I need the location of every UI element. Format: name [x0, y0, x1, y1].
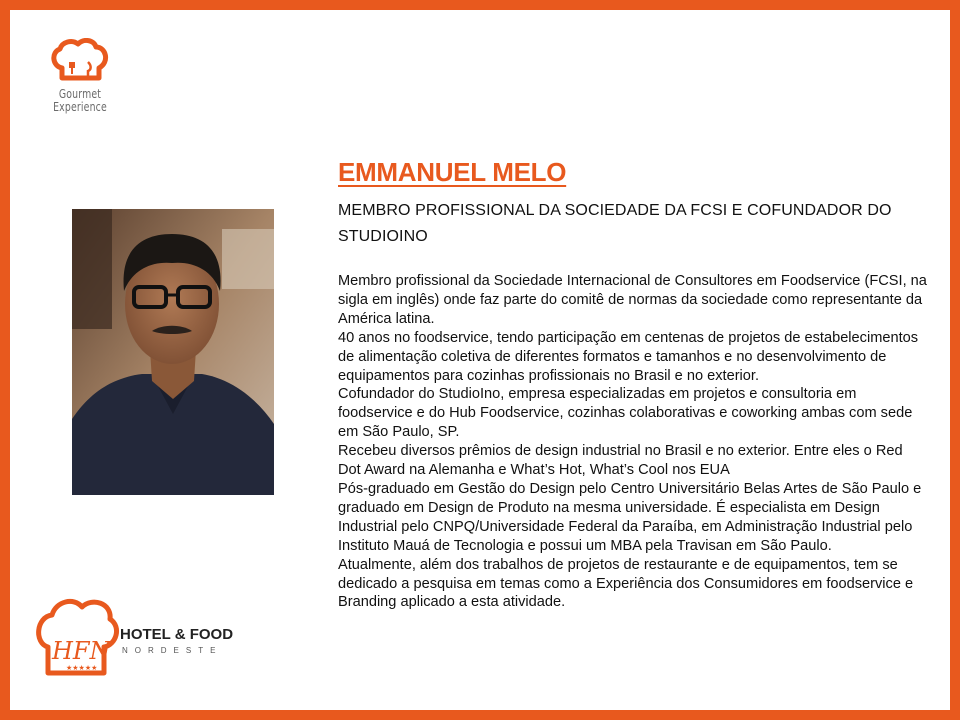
bio-paragraph: Cofundador do StudioIno, empresa especializadas em projetos e consultoria em foodservice e do Hub Foodservice, cozinhas colaborativas e coworking ambas com sede em São Paulo, SP. — [338, 386, 913, 441]
hotel-food-nordeste-logo — [36, 595, 236, 695]
gourmet-wordmark-line1: Gourmet — [58, 87, 102, 101]
slide-content — [10, 10, 950, 710]
bio-paragraph: Recebeu diversos prêmios de design industrial no Brasil e no exterior. Entre eles o Red Dot Award na Alemanha e What’s Hot, What’s Cool nos EUA — [338, 443, 903, 479]
chef-hat-icon — [48, 38, 112, 88]
bio-paragraph: Membro profissional da Sociedade Internacional de Consultores em Foodservice (FCSI, na sigla em inglês) onde faz parte do comitê de normas da sociedade como representante da América latina. — [338, 273, 927, 327]
gourmet-experience-logo — [40, 38, 120, 138]
gourmet-wordmark-line2: Experience — [53, 100, 107, 114]
speaker-name: EMMANUEL MELO — [338, 157, 567, 187]
speaker-role: MEMBRO PROFISSIONAL DA SOCIEDADE DA FCSI E COFUNDADOR DO STUDIOINO — [338, 202, 892, 245]
portrait-photo — [72, 209, 274, 495]
bio-paragraph: 40 anos no foodservice, tendo participação em centenas de projetos de estabelecimentos de alimentação coletiva de diferentes formatos e tamanhos e no desenvolvimento de equipamentos para cozinhas profissionais no Brasil e no exterior. — [338, 329, 919, 384]
hfn-title: HOTEL & FOOD — [120, 626, 234, 643]
hfn-chef-hat-icon — [36, 595, 120, 681]
gourmet-experience-wordmark — [49, 88, 111, 114]
hfn-mark: HFN — [52, 637, 111, 665]
bio-paragraph: Pós-graduado em Gestão do Design pelo Centro Universitário Belas Artes de São Paulo e graduado em Design de Produto na mesma universidade. É especialista em Design Industrial pelo CNPQ/Universidade Federal da Paraíba, em Administração Industrial pelo Instituto Mauá de Tecnologia e possui um MBA pela Travisan em São Paulo. — [338, 480, 922, 554]
speaker-bio — [338, 272, 928, 612]
svg-text:★★★★★: ★★★★★ — [66, 664, 98, 672]
bio-paragraph: Atualmente, além dos trabalhos de projetos de restaurante e de equipamentos, tem se dedicado a pesquisa em temas como a Experiência dos Consumidores em foodservice e Branding aplicado a esta atividade. — [338, 556, 914, 611]
hfn-subtitle: NORDESTE — [122, 646, 223, 655]
